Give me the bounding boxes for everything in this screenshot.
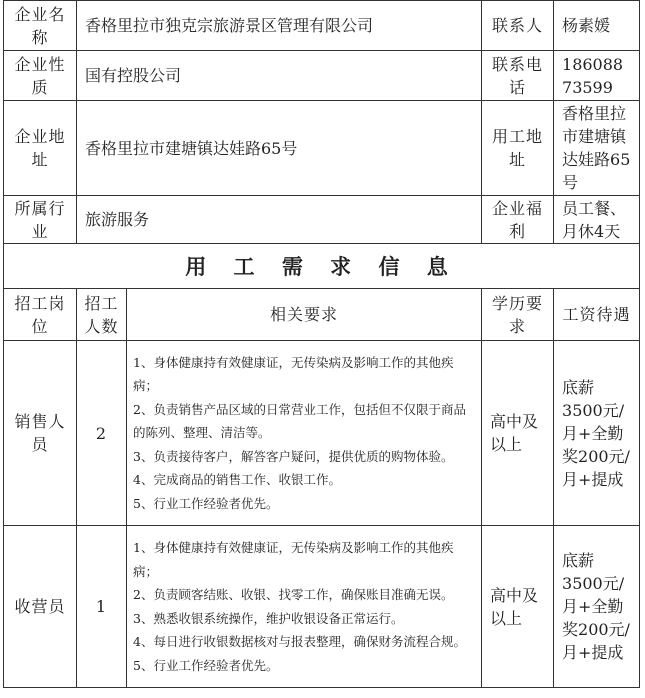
company-type-label: 企业性质 bbox=[4, 51, 77, 101]
requirement-item: 5、行业工作经验者优先。 bbox=[133, 495, 279, 511]
company-name-label: 企业名称 bbox=[4, 1, 77, 51]
company-address-label: 企业地址 bbox=[4, 101, 77, 196]
requirement-item: 2、负责顾客结账、收银、找零工作，确保账目准确无误。 bbox=[133, 587, 454, 602]
requirement-item: 1、身体健康持有效健康证，无传染病及影响工作的其他疾病； bbox=[133, 540, 454, 579]
job-posting-table bbox=[3, 0, 640, 688]
header-position: 招工岗位 bbox=[4, 289, 77, 341]
header-requirements: 相关要求 bbox=[127, 289, 482, 341]
job-salary: 底薪3500元/月+全勤奖200元/月+提成 bbox=[554, 526, 640, 688]
phone-label: 联系电话 bbox=[482, 51, 554, 101]
section-title-row bbox=[4, 244, 640, 289]
requirement-item: 4、完成商品的销售工作、收银工作。 bbox=[133, 472, 341, 488]
job-salary: 底薪3500元/月+全勤奖200元/月+提成 bbox=[554, 341, 640, 526]
company-address: 香格里拉市建塘镇达娃路65号 bbox=[77, 101, 482, 196]
job-count: 2 bbox=[77, 341, 127, 526]
industry-row bbox=[4, 196, 640, 244]
contact-label: 联系人 bbox=[482, 1, 554, 51]
company-type: 国有控股公司 bbox=[77, 51, 482, 101]
job-position: 销售人员 bbox=[4, 341, 77, 526]
header-salary: 工资待遇 bbox=[554, 289, 640, 341]
requirement-item: 2、负责销售产品区域的日常营业工作，包括但不仅限于商品的陈列、整理、清洁等。 bbox=[133, 401, 466, 441]
welfare: 员工餐、月休4天 bbox=[554, 196, 640, 244]
job-education: 高中及以上 bbox=[482, 341, 554, 526]
phone-number: 18608873599 bbox=[554, 51, 640, 101]
welfare-label: 企业福利 bbox=[482, 196, 554, 244]
company-name-row bbox=[4, 1, 640, 51]
work-address: 香格里拉市建塘镇达娃路65号 bbox=[554, 101, 640, 196]
job-row bbox=[4, 526, 640, 688]
requirement-item: 1、身体健康持有效健康证，无传染病及影响工作的其他疾病； bbox=[133, 354, 454, 394]
header-count: 招工人数 bbox=[77, 289, 127, 341]
header-row bbox=[4, 289, 640, 341]
job-education: 高中及以上 bbox=[482, 526, 554, 688]
job-count: 1 bbox=[77, 526, 127, 688]
contact-person: 杨素媛 bbox=[554, 1, 640, 51]
job-position: 收营员 bbox=[4, 526, 77, 688]
work-address-label: 用工地址 bbox=[482, 101, 554, 196]
company-name: 香格里拉市独克宗旅游景区管理有限公司 bbox=[77, 1, 482, 51]
company-type-row bbox=[4, 51, 640, 101]
company-address-row bbox=[4, 101, 640, 196]
requirement-item: 3、负责接待客户，解答客户疑问，提供优质的购物体验。 bbox=[133, 448, 454, 464]
job-row bbox=[4, 341, 640, 526]
job-requirements bbox=[127, 526, 482, 688]
job-requirements bbox=[127, 341, 482, 526]
industry: 旅游服务 bbox=[77, 196, 482, 244]
requirement-item: 3、熟悉收银系统操作，维护收银设备正常运行。 bbox=[133, 610, 404, 626]
requirement-item: 4、每日进行收银数据核对与报表整理，确保财务流程合规。5、行业工作经验者优先。 bbox=[133, 634, 466, 673]
header-education: 学历要求 bbox=[482, 289, 554, 341]
industry-label: 所属行业 bbox=[4, 196, 77, 244]
section-title: 用 工 需 求 信 息 bbox=[4, 244, 640, 289]
